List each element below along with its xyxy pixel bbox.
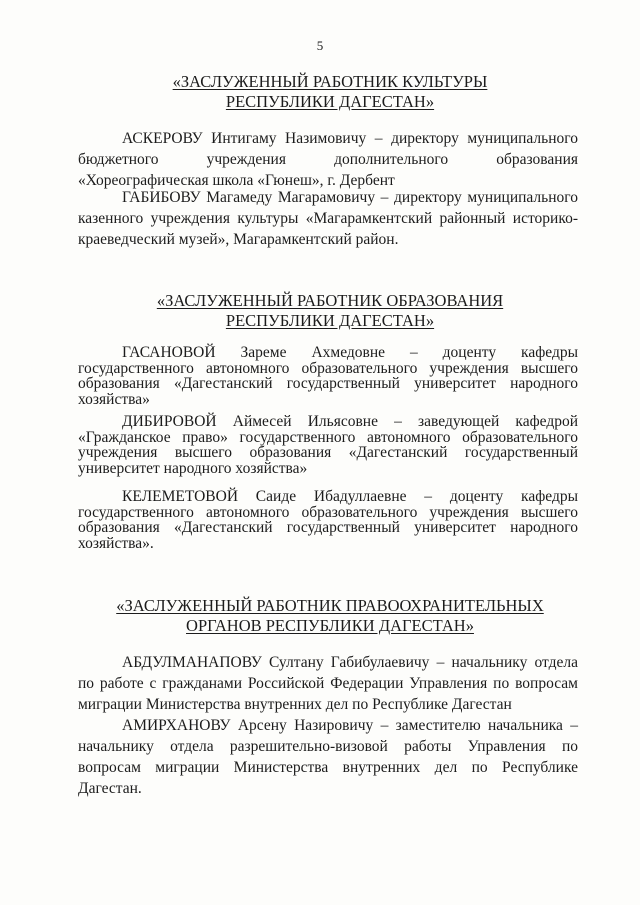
section-title-culture <box>60 72 600 112</box>
section-title-line: РЕСПУБЛИКИ ДАГЕСТАН» <box>225 92 435 111</box>
award-entry: АСКЕРОВУ Интигаму Назимовичу – директору муниципального бюджетного учреждения дополнительного образования «Хореографическая школа «Гюнеш», г. Дербент <box>78 130 578 189</box>
award-entry: ГАСАНОВОЙ Зареме Ахмедовне – доценту кафедры государственного автономного образовательного учреждения высшего образования «Дагестанский государственный университет народного хозяйства» <box>78 344 578 408</box>
section-title-line: ОРГАНОВ РЕСПУБЛИКИ ДАГЕСТАН» <box>186 616 474 635</box>
award-entry: АБДУЛМАНАПОВУ Султану Габибулаевичу – начальнику отдела по работе с гражданами Российской Федерации Управления по вопросам миграции Министерства внутренних дел по Республике Дагестан <box>78 654 578 713</box>
section-title-law-enforcement <box>60 596 600 636</box>
section-title-line: РЕСПУБЛИКИ ДАГЕСТАН» <box>225 311 435 330</box>
section-title-line: «ЗАСЛУЖЕННЫЙ РАБОТНИК КУЛЬТУРЫ <box>172 72 488 91</box>
award-entry: АМИРХАНОВУ Арсену Назировичу – заместителю начальника – начальнику отдела разрешительно-визовой работы Управления по вопросам миграции Министерства внутренних дел по Республике Дагестан. <box>78 717 578 797</box>
page-number: 5 <box>316 38 324 53</box>
section-title-line: «ЗАСЛУЖЕННЫЙ РАБОТНИК ОБРАЗОВАНИЯ <box>156 291 504 310</box>
section-title-line: «ЗАСЛУЖЕННЫЙ РАБОТНИК ПРАВООХРАНИТЕЛЬНЫХ <box>116 596 544 615</box>
award-entry: ГАБИБОВУ Магамеду Магарамовичу – директору муниципального казенного учреждения культуры «Магарамкентский районный историко-краеведческий музей», Магарамкентский район. <box>78 189 578 248</box>
award-entry: ДИБИРОВОЙ Аймесей Ильясовне – заведующей кафедрой «Гражданское право» государственного автономного образовательного учреждения высшего образования «Дагестанский государственный университет народного хозяйства» <box>78 413 578 477</box>
section-title-education <box>60 291 600 331</box>
award-entry: КЕЛЕМЕТОВОЙ Саиде Ибадуллаевне – доценту кафедры государственного автономного образовательного учреждения высшего образования «Дагестанский государственный университет народного хозяйства». <box>78 488 578 552</box>
